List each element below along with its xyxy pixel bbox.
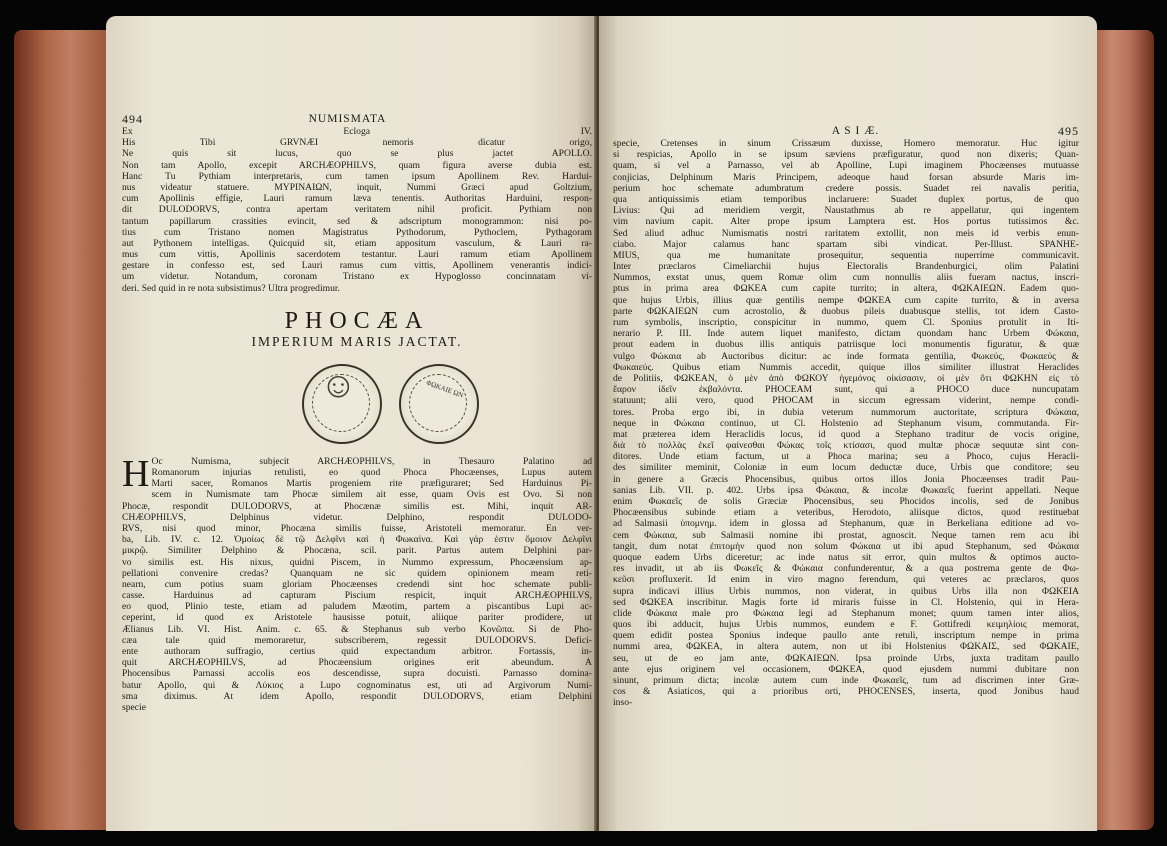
right-running-head [613,124,1079,138]
text-line: His Tibi GRVNÆI nemoris dicatur origo, [122,137,592,149]
text-line: Non tam Apollo, excepit ARCHÆOPHILVS, quam figura averse dubia est. [122,159,592,171]
text-line: pellationi convenire credas? Quanquam ne sic quidem opinionem meam reti- [122,567,592,579]
text-line: vo similis est. His nixus, quidni Piscem, in Nummo expressum, Phocæensium ap- [122,556,592,568]
text-line: cæa tale quid memoraretur, subscriberem, regessit DULODORVS. Defici- [122,634,592,646]
text-line: inso- [613,697,633,709]
text-line: aut Pythonem intelligas. Quicquid sit, etiam appositum vasculum, & Lauri ra- [122,237,592,249]
section-title: PHOCÆA [284,307,430,334]
text-line: CHÆOPHILVS, Delphinus videtur. Delphino, respondit DULODO- [122,511,592,523]
text-line: seu, ut de eo jam ante, ΦΩΚΑΙΕΩΝ. Ipsa proinde Urbs, juxta traditam paullo [613,652,1079,664]
text-line: quoque eadem Urbs diceretur; ac inde natus sit error, quin multos & optimos aucto- [613,551,1079,563]
text-line: ἔαρον ἰδεῖν ἐκβαλόντα. PHOCEAM sunt, qui a PHOCO duce nuncupatam [613,384,1079,396]
text-line: Ne quis sit lucus, quo se plus jactet APOLLO. [122,148,592,160]
text-line: res invadit, ut ab iis Φωκεῖς & Φώκαια confunderentur, & a qua postrema gente de Φω- [613,563,1079,575]
text-line: que hujus Urbis, illius quæ gentilis nempe ΦΩΚΕΑ cum capite turrito, & in aversa [613,294,1079,306]
text-line: statuunt; alii vero, quod PHOCAM in siccum egressam viderint, nempe condi- [613,395,1079,407]
text-line: ente authoram suffragio, certius quid expectandum arbitror. Fortassis, in- [122,646,592,657]
coin-obverse-image [302,364,382,444]
text-line: quam, si vel a Parnasso, vel ab Apolline, Lupi imaginem Phocæenses mutuasse [613,160,1079,172]
text-line: specie [122,701,146,713]
text-line: Inter præclaros Cimeliarchii hujus Electoralis Brandenburgici, olim Palatini [613,261,1079,273]
text-line: gestare in confesso est, sed Lauri ramus cum vittis, Apollinem venerantis indici- [122,260,592,272]
text-line: μικρῷ. Similiter Delphino & Phocæna, scil. parit. Partus autem Delphini par- [122,545,592,557]
text-line: neque in Φώκαια continuo, ut Cl. Holstenio ad Stephanum visum, commutanda. Fir- [613,417,1079,429]
text-line: cum Apollinis effigie, Lauri ramum læva tenentis. Authoritas Harduini, respon- [122,193,592,205]
text-line: mus cum vittis, Apollinis sacerdotem testantur. Lauri ramum etiam Apollinem [122,249,592,261]
text-line: specie, Cretenses in sinum Crissæum duxisse, Homero memoratur. Huc igitur [613,138,1079,149]
coin-reverse-image [399,364,479,444]
text-line: nearn, cum potius suam gloriam Phocæenses credendi sint hoc schemate publi- [122,578,592,590]
text-line: batur Apollo, qui & Λύκιος a Lupo cognominatus est, uti ad Argivorum Numi- [122,679,592,691]
text-line: Φωκαιεύς. Quibus etiam Nummis accedit, quique illos similiter illustrat Heraclides [613,361,1079,373]
text-line: κεῦσι profluxerit. Id enim in viro magno ferendum, qui veteres ac præclaros, quos [613,574,1079,586]
text-line: des similiter meminit, Coloniæ in eum locum deductæ duce, Urbis que conditore; seu [613,462,1079,474]
text-line: Ælianus Lib. VI. Hist. Anim. c. 65. & Stephanus sub verbo Κονῶπα. Si de Pho- [122,623,592,635]
section-subtitle: IMPERIUM MARIS JACTAT. [251,333,463,349]
right-body-text [613,138,1079,709]
text-line: ceperint, id quod ex Aristotele hausisse potuit, aliique pariter prodidere, ut [122,612,592,624]
text-line: deri. Sed quid in re nota subsistimus? Ultra progredimur. [122,282,340,294]
text-line: ba, Lib. IV. c. 12. Ὁμοίως δὲ τῷ Δελφῖνι καὶ ἡ Φωκαίνα. Καὶ γάρ ἐστιν ὅμοιον Δελφῖνι [122,534,592,546]
left-body-bottom [122,456,592,713]
text-line: sanias Lib. VII. p. 402. Urbs ipsa Φώκαια, & incolæ Φωκαεῖς fuerint appellati. Neque [613,484,1079,496]
text-line: cem Φώκαια, sub Salmasii nomine ibi prostat, agnoscit. Neque tamen rem acu ibi [613,529,1079,541]
text-line: ad Salmasii ὑπομνημ. idem in glossa ad Stephanum, quæ in Berkeliana editione ad vo- [613,518,1079,530]
text-line: si respicias, Apollo in se ipsum sæviens præfiguratur, quod non dixeris; Quan- [613,149,1079,161]
coin-illustration [122,356,592,456]
left-running-head [122,112,592,126]
text-line: enim Φωκαεῖς de solis Græciæ Phocensibus, seu Phocidos incolis, sed de Jonibus [613,496,1079,507]
text-line: rum symbolis, inscriptio, conspicitur in nummo, quem Cl. Sponius protulit in Iti- [613,317,1079,328]
text-line: vim navium capit. Alter prope ipsum Lamptera est. Hos portus tutissimos &c. [613,216,1079,228]
text-line: in genere a Græcis Phocensibus, quibus ortos illos Jonia Phocæenses tradit Pau- [613,473,1079,485]
text-line: Ex Ecloga IV. [122,126,592,137]
text-line: nerario P. III. Inde autem liquet manifesto, dictam quondam hanc Urbem Φώκαια, [613,328,1079,340]
text-line: perium hoc schemate adumbratum credere possis. Suadet rei navalis peritia, [613,182,1079,194]
text-line: Nummos, exstat unus, quem Romæ olim cum nonnullis aliis fueram nactus, inscri- [613,272,1079,284]
text-line: conjicias, Delphinum Maris Principem, adeoque haud forsan absurde Maris im- [613,171,1079,183]
text-line: mat præterea idem Heraclidis locus, id quod a Stephano traditur de vocis origine, [613,428,1079,440]
text-line: eo quod, Plinio teste, etiam ad paludem Mæotim, partem a piscantibus Lupi ac- [122,601,592,613]
text-line: Marti sacer, Romanos Martis progeniem rite præfiguraret; Sed Harduinus Pi- [151,478,592,490]
left-page-number: 494 [122,112,143,126]
text-line: RVS, nisi quod minor, Phocæna similis fuisse, Aristoteli memoratur. En ver- [122,522,592,534]
text-line: sinunt, primum dicta; incolæ autem cum inde Φωκαεῖς, tum ad discrimen inter Græ- [613,675,1079,686]
text-line: tius cum Tristano nomen Magistratus Pythodorum, Pythoclem, Pythagoram [122,226,592,238]
right-running-title: A S I Æ. [831,125,880,137]
text-line: Hanc Tu Pythiam interpretaris, cum tamen ipsum Apollinem Rev. Hardui- [122,170,592,182]
coin-inscription: ΦΩΚΑΙΕ ΩΝ [425,378,465,400]
text-line: Phocæ, respondit DULODORVS, at Phocænæ similis est. Mihi, inquit AR- [122,500,592,512]
text-line: sed ΦΩΚΕΑ inscribitur. Magis forte id miraris fuisse in Cl. Holstenio, qui in Hera- [613,596,1079,608]
text-line: Oc Numisma, subjecit ARCHÆOPHILVS, in Thesauro Palatino ad [151,455,592,467]
text-line: quem edidit postea Sponius indeque paullo ante retuli, inscriptum nempe in prima [613,630,1079,642]
text-line: tores. Proba ergo ibi, in dubia veterum nummorum auctoritate, scriptura Φώκαια, [613,406,1079,418]
text-line: clide Φώκαια male pro Φώκαια legi ad Stephanum monet; quum tamen inter alios, [613,607,1079,619]
text-line: parte ΦΩΚΑΙΕΩΝ cum acrostolio, & duobus pileis duabusque stellis, tot idem Casto- [613,305,1079,317]
left-page-content [122,112,592,713]
text-line: scem in Numismate tam Phocæ similem ait esse, quam Ovis est Ovo. Si non [151,489,592,501]
text-line: nus videatur statuere. MYPINAIΩN, inquit, Nummi Græci apud Goltzium, [122,181,592,193]
text-line: cos & Asiaticos, qui a prioribus orti, PHOCENSES, inserta, quod Jonibus haud [613,686,1079,698]
text-line: quit ARCHÆOPHILVS, ad Phocæensium origines erit abeundum. A [122,657,592,669]
text-line: ciabo. Major calamus hanc spartam sibi vindicat. Per-Illust. SPANHE- [613,238,1079,250]
right-page [599,16,1097,831]
text-line: tangit, dum notat ἐπιτομὴν quod non solum Φώκαια ut ibi apud Stephanum, sed Φώκαια [613,540,1079,552]
text-line: nummi area, ΦΩΚΕΑ, in altera autem, non ut ibi Holstenius ΦΩΚΑΙΣ, sed ΦΩΚΑΙΕ, [613,641,1079,653]
text-line: sma diximus. At idem Apollo, respondit DULODORVS, etiam Delphini [122,690,592,702]
text-line: Sed aliud adhuc Numismatis nostri raritatem extollit, non meis id verbis enun- [613,227,1079,239]
text-line: ditores. Unde etiam factum, ut a Phoca marina; seu a Phoco, cujus Heracli- [613,451,1079,463]
text-line: dit DULODORVS, contra apertam veritatem nihil proficit. Pythiam non [122,204,592,216]
left-running-title: NUMISMATA [308,113,387,125]
text-line: MIUS, qua me humanitate prosequitur, sequentia nuperrime communicavit. [613,249,1079,261]
text-line: casse. Harduinus ad capturam Piscium respicit, inquit ARCHÆOPHILVS, [122,590,592,602]
text-line: vulgo Φώκαια ab Auctoribus dicitur: ac inde formata gentilia, Φωκεύς, Φωκαεύς & [613,350,1079,362]
text-line: supra indicavi illius Urbis nummos, non viderat, in quibus Urbs illa non ΦΩΚΕΙΑ [613,585,1079,597]
text-line: prout eadem in duobus illis antiquis patriisque loci monumentis figuratur, & quæ [613,339,1079,351]
text-line: Romanorum injurias retulisti, eo quod Phoca Phocæenses, Lupus autem [151,467,592,478]
text-line: tantum papillarum crassities evincit, sed & adscriptum monogrammon: nisi po- [122,215,592,227]
text-line: de Politiis, ΦΩΚΕΑΝ, ὁ μὲν ἀπὸ ΦΩΚΟΥ ἡγεμόνος οἰκίσασιν, οἱ μὲν ὅτι ΦΩΚΗΝ εἰς τὸ [613,372,1079,384]
head-portrait-icon: ☺ [320,364,357,405]
text-line: Phocæensibus subinde etiam a veteribus, Herodoto, aliisque dictos, quod restituebat [613,507,1079,519]
right-page-content [613,124,1079,709]
page-edges-right [1094,30,1154,830]
text-line: ante ejus originem vel occasionem, ΦΩΚΕΑ, quod ejusdem nummi dubitare non [613,663,1079,675]
text-line: Livius: Qui ad meridiem vergit, Naustathmus ab re appellatur, qui ingentem [613,205,1079,217]
right-page-number: 495 [1058,124,1079,138]
text-line: ptus in prima area ΦΩΚΕΑ cum capite turrito; in altera, ΦΩΚΑΙΕΩΝ. Eadem quo- [613,283,1079,295]
text-line: Phocensibus Parnassi accolis eos descendisse, supra docuisti. Parnasso domina- [122,668,592,680]
page-edges-left [14,30,109,830]
text-line: um videtur. Notandum, coronam Tristano ex Hypoglosso concinnatam vi- [122,271,592,283]
text-line: qua antiquissimis etiam temporibus inclaruere: Suadet duplex portus, de quo [613,193,1079,205]
open-book [14,8,1154,838]
text-line: διὰ τὸ πολλὰς ἐκεῖ φαίνεσθαι Φώκας τοῖς κτίσασι, quod multæ phocæ sequutæ sint con- [613,440,1079,452]
text-line: quos ibi adducit, hujus Urbis nummos, eundem e F. Gottifredi κειμηλίοις memorat, [613,619,1079,631]
drop-capital: H [122,455,150,495]
left-body-top [122,126,592,294]
